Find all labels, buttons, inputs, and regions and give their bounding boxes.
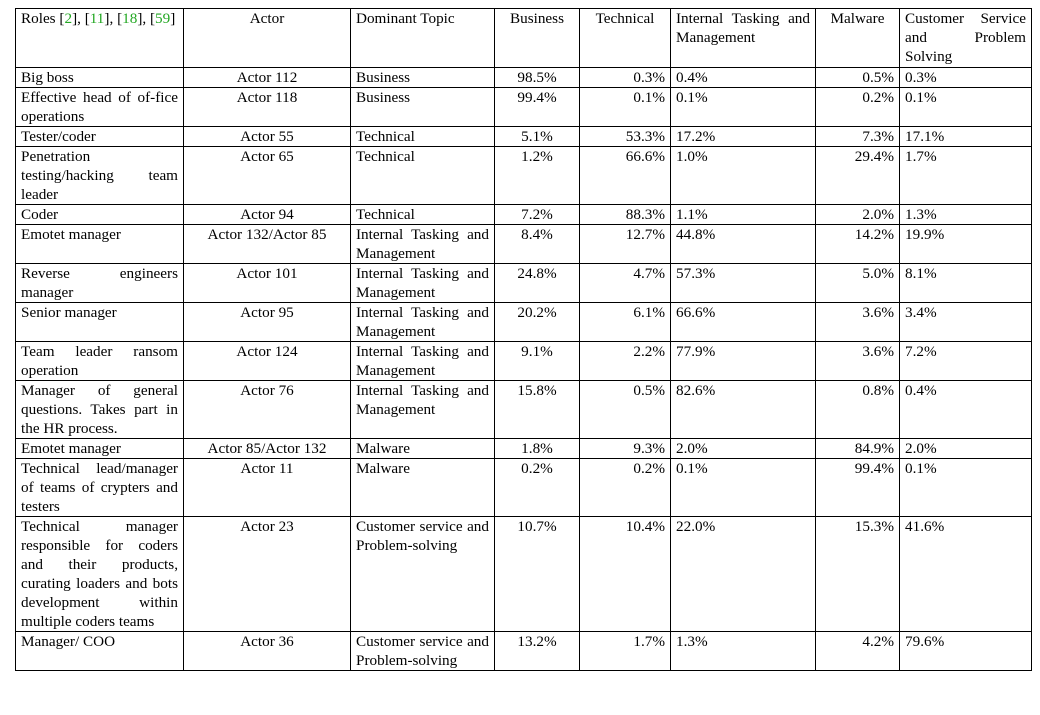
table-row	[16, 303, 1032, 342]
cell-technical: 12.7%	[580, 225, 671, 264]
cell-customer-service: 0.3%	[900, 68, 1032, 88]
cell-role: Effective head of of-fice operations	[16, 88, 184, 127]
cell-role: Big boss	[16, 68, 184, 88]
cell-actor: Actor 101	[184, 264, 351, 303]
cell-customer-service: 0.4%	[900, 381, 1032, 439]
cell-dominant-topic: Technical	[351, 127, 495, 147]
cell-technical: 0.5%	[580, 381, 671, 439]
cell-actor: Actor 23	[184, 517, 351, 632]
cell-role: Tester/coder	[16, 127, 184, 147]
citation[interactable]: 11	[89, 10, 105, 27]
cell-technical: 53.3%	[580, 127, 671, 147]
cell-technical: 10.4%	[580, 517, 671, 632]
cell-technical: 88.3%	[580, 205, 671, 225]
table-row	[16, 88, 1032, 127]
header-roles-label: Roles	[21, 10, 56, 27]
header-malware: Malware	[816, 9, 900, 68]
cell-business: 24.8%	[495, 264, 580, 303]
cell-role: Manager of general questions. Takes part in the HR process.	[16, 381, 184, 439]
cell-business: 99.4%	[495, 88, 580, 127]
cell-dominant-topic: Technical	[351, 147, 495, 205]
cell-internal-tasking: 57.3%	[671, 264, 816, 303]
cell-business: 1.8%	[495, 439, 580, 459]
cell-business: 9.1%	[495, 342, 580, 381]
header-roles: Roles [2], [11], [18], [59]	[16, 9, 184, 68]
cell-internal-tasking: 66.6%	[671, 303, 816, 342]
cell-customer-service: 79.6%	[900, 632, 1032, 671]
cell-malware: 3.6%	[816, 303, 900, 342]
cell-internal-tasking: 22.0%	[671, 517, 816, 632]
cell-actor: Actor 118	[184, 88, 351, 127]
cell-business: 98.5%	[495, 68, 580, 88]
cell-malware: 99.4%	[816, 459, 900, 517]
cell-internal-tasking: 82.6%	[671, 381, 816, 439]
cell-business: 10.7%	[495, 517, 580, 632]
cell-role: Team leader ransom operation	[16, 342, 184, 381]
cell-role: Manager/ COO	[16, 632, 184, 671]
header-dominant-topic: Dominant Topic	[351, 9, 495, 68]
cell-actor: Actor 132/Actor 85	[184, 225, 351, 264]
cell-internal-tasking: 17.2%	[671, 127, 816, 147]
cell-malware: 5.0%	[816, 264, 900, 303]
cell-role: Emotet manager	[16, 225, 184, 264]
cell-role: Reverse engineers manager	[16, 264, 184, 303]
cell-dominant-topic: Business	[351, 68, 495, 88]
cell-technical: 9.3%	[580, 439, 671, 459]
table-body	[16, 68, 1032, 671]
cell-dominant-topic: Customer service and Problem-solving	[351, 517, 495, 632]
cell-malware: 3.6%	[816, 342, 900, 381]
cell-actor: Actor 124	[184, 342, 351, 381]
cell-customer-service: 7.2%	[900, 342, 1032, 381]
cell-internal-tasking: 0.4%	[671, 68, 816, 88]
cell-actor: Actor 76	[184, 381, 351, 439]
cell-malware: 15.3%	[816, 517, 900, 632]
cell-role: Penetration testing/hacking team leader	[16, 147, 184, 205]
cell-actor: Actor 11	[184, 459, 351, 517]
cell-internal-tasking: 1.1%	[671, 205, 816, 225]
cell-malware: 0.8%	[816, 381, 900, 439]
cell-internal-tasking: 0.1%	[671, 88, 816, 127]
cell-customer-service: 2.0%	[900, 439, 1032, 459]
table-row	[16, 264, 1032, 303]
cell-malware: 0.2%	[816, 88, 900, 127]
cell-customer-service: 1.3%	[900, 205, 1032, 225]
cell-malware: 7.3%	[816, 127, 900, 147]
header-customer-service: Customer Service and Problem Solving	[900, 9, 1032, 68]
cell-role: Senior manager	[16, 303, 184, 342]
table-row	[16, 459, 1032, 517]
cell-technical: 0.1%	[580, 88, 671, 127]
cell-dominant-topic: Internal Tasking and Management	[351, 264, 495, 303]
cell-technical: 6.1%	[580, 303, 671, 342]
cell-actor: Actor 94	[184, 205, 351, 225]
table-header	[16, 9, 1032, 68]
cell-role: Emotet manager	[16, 439, 184, 459]
cell-business: 15.8%	[495, 381, 580, 439]
cell-malware: 0.5%	[816, 68, 900, 88]
table-row	[16, 225, 1032, 264]
cell-business: 5.1%	[495, 127, 580, 147]
cell-technical: 2.2%	[580, 342, 671, 381]
cell-actor: Actor 65	[184, 147, 351, 205]
cell-malware: 29.4%	[816, 147, 900, 205]
cell-actor: Actor 95	[184, 303, 351, 342]
cell-internal-tasking: 44.8%	[671, 225, 816, 264]
table-row	[16, 205, 1032, 225]
cell-customer-service: 19.9%	[900, 225, 1032, 264]
cell-dominant-topic: Internal Tasking and Management	[351, 342, 495, 381]
header-technical: Technical	[580, 9, 671, 68]
cell-customer-service: 0.1%	[900, 88, 1032, 127]
roles-table	[15, 8, 1032, 671]
cell-business: 7.2%	[495, 205, 580, 225]
cell-customer-service: 8.1%	[900, 264, 1032, 303]
cell-technical: 0.3%	[580, 68, 671, 88]
header-internal-tasking: Internal Tasking and Management	[671, 9, 816, 68]
cell-internal-tasking: 2.0%	[671, 439, 816, 459]
cell-dominant-topic: Internal Tasking and Management	[351, 225, 495, 264]
header-actor: Actor	[184, 9, 351, 68]
cell-actor: Actor 85/Actor 132	[184, 439, 351, 459]
cell-business: 13.2%	[495, 632, 580, 671]
citation[interactable]: 18	[122, 10, 138, 27]
cell-role: Technical manager responsible for coders and their products, curating loaders and bots development within multiple coders teams	[16, 517, 184, 632]
citation[interactable]: 2	[64, 10, 73, 27]
cell-role: Coder	[16, 205, 184, 225]
cell-malware: 14.2%	[816, 225, 900, 264]
cell-actor: Actor 112	[184, 68, 351, 88]
cell-actor: Actor 36	[184, 632, 351, 671]
table-row	[16, 517, 1032, 632]
cell-dominant-topic: Malware	[351, 439, 495, 459]
cell-dominant-topic: Technical	[351, 205, 495, 225]
cell-dominant-topic: Internal Tasking and Management	[351, 303, 495, 342]
cell-role: Technical lead/manager of teams of crypters and testers	[16, 459, 184, 517]
cell-business: 8.4%	[495, 225, 580, 264]
cell-business: 1.2%	[495, 147, 580, 205]
cell-dominant-topic: Internal Tasking and Management	[351, 381, 495, 439]
cell-dominant-topic: Business	[351, 88, 495, 127]
table-row	[16, 381, 1032, 439]
cell-customer-service: 3.4%	[900, 303, 1032, 342]
cell-malware: 4.2%	[816, 632, 900, 671]
cell-technical: 66.6%	[580, 147, 671, 205]
table-row	[16, 632, 1032, 671]
header-business: Business	[495, 9, 580, 68]
cell-internal-tasking: 1.3%	[671, 632, 816, 671]
table-row	[16, 147, 1032, 205]
cell-dominant-topic: Malware	[351, 459, 495, 517]
cell-technical: 0.2%	[580, 459, 671, 517]
citation[interactable]: 59	[155, 10, 171, 27]
cell-internal-tasking: 1.0%	[671, 147, 816, 205]
cell-internal-tasking: 0.1%	[671, 459, 816, 517]
cell-malware: 2.0%	[816, 205, 900, 225]
table-row	[16, 342, 1032, 381]
cell-dominant-topic: Customer service and Problem-solving	[351, 632, 495, 671]
cell-customer-service: 0.1%	[900, 459, 1032, 517]
cell-malware: 84.9%	[816, 439, 900, 459]
cell-customer-service: 1.7%	[900, 147, 1032, 205]
cell-customer-service: 41.6%	[900, 517, 1032, 632]
header-row	[16, 9, 1032, 68]
table-row	[16, 68, 1032, 88]
cell-actor: Actor 55	[184, 127, 351, 147]
cell-technical: 1.7%	[580, 632, 671, 671]
table-row	[16, 127, 1032, 147]
table-row	[16, 439, 1032, 459]
cell-customer-service: 17.1%	[900, 127, 1032, 147]
cell-technical: 4.7%	[580, 264, 671, 303]
cell-internal-tasking: 77.9%	[671, 342, 816, 381]
cell-business: 0.2%	[495, 459, 580, 517]
cell-business: 20.2%	[495, 303, 580, 342]
